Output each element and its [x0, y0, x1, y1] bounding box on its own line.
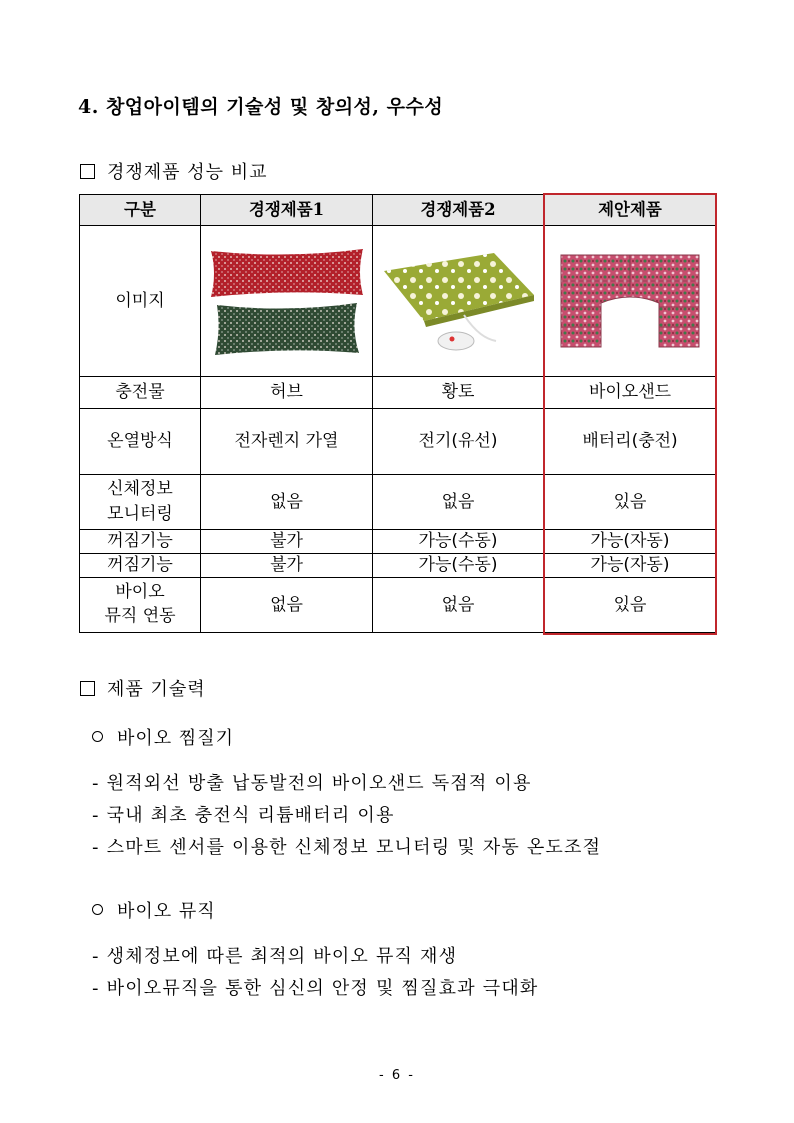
row-label: 꺼짐기능	[80, 530, 201, 554]
row-label: 이미지	[80, 226, 201, 377]
cell: 허브	[201, 377, 373, 409]
cell: 전자렌지 가열	[201, 409, 373, 475]
row-label: 온열방식	[80, 409, 201, 475]
table-row	[80, 377, 717, 409]
cell: 가능(자동)	[544, 554, 717, 578]
proposed-product-image	[544, 226, 717, 377]
image-row	[80, 226, 717, 377]
cell: 있음	[544, 578, 717, 633]
subsection-bio-music	[92, 897, 216, 923]
table-row	[80, 475, 717, 530]
cell: 황토	[373, 377, 544, 409]
list-item: - 스마트 센서를 이용한 신체정보 모니터링 및 자동 온도조절	[92, 837, 602, 858]
section-label: 경쟁제품 성능 비교	[107, 162, 268, 183]
header-cell: 경쟁제품2	[373, 195, 544, 226]
subsection-title: 바이오 뮤직	[117, 901, 216, 922]
table-row	[80, 409, 717, 475]
cell: 불가	[201, 554, 373, 578]
cell: 있음	[544, 475, 717, 530]
cell: 없음	[201, 578, 373, 633]
section-heading: 4. 창업아이템의 기술성 및 창의성, 우수성	[78, 96, 444, 118]
checkbox-square-icon	[80, 164, 95, 179]
subsection-title: 바이오 찜질기	[117, 728, 235, 749]
row-label: 충전물	[80, 377, 201, 409]
cell: 가능(자동)	[544, 530, 717, 554]
section-title-comparison	[80, 158, 268, 184]
page-number: - 6 -	[379, 1068, 415, 1083]
list-item: - 바이오뮤직을 통한 심신의 안정 및 찜질효과 극대화	[92, 978, 539, 999]
cell: 바이오샌드	[544, 377, 717, 409]
section-label: 제품 기술력	[107, 679, 206, 700]
checkbox-square-icon	[80, 681, 95, 696]
row-label: 신체정보 모니터링	[80, 475, 201, 530]
circle-bullet-icon	[92, 731, 103, 742]
cell: 가능(수동)	[373, 554, 544, 578]
list-item: - 원적외선 방출 납동발전의 바이오샌드 독점적 이용	[92, 773, 532, 794]
header-cell: 제안제품	[544, 195, 717, 226]
cell: 가능(수동)	[373, 530, 544, 554]
table-header-row	[80, 195, 717, 226]
table-row	[80, 530, 717, 554]
subsection-bio-heater	[92, 724, 234, 750]
list-item: - 생체정보에 따른 최적의 바이오 뮤직 재생	[92, 946, 458, 967]
header-cell: 경쟁제품1	[201, 195, 373, 226]
header-cell: 구분	[80, 195, 201, 226]
row-label: 바이오 뮤직 연동	[80, 578, 201, 633]
cell: 없음	[201, 475, 373, 530]
cell: 전기(유선)	[373, 409, 544, 475]
row-label: 꺼짐기능	[80, 554, 201, 578]
cell: 없음	[373, 578, 544, 633]
cell: 불가	[201, 530, 373, 554]
cell: 없음	[373, 475, 544, 530]
cell: 배터리(충전)	[544, 409, 717, 475]
circle-bullet-icon	[92, 904, 103, 915]
list-item: - 국내 최초 충전식 리튬배터리 이용	[92, 805, 395, 826]
comparison-table	[79, 194, 717, 633]
table-row	[80, 554, 717, 578]
table-row	[80, 578, 717, 633]
product2-image	[373, 226, 544, 377]
product1-image	[201, 226, 373, 377]
section-title-technology	[80, 675, 206, 701]
